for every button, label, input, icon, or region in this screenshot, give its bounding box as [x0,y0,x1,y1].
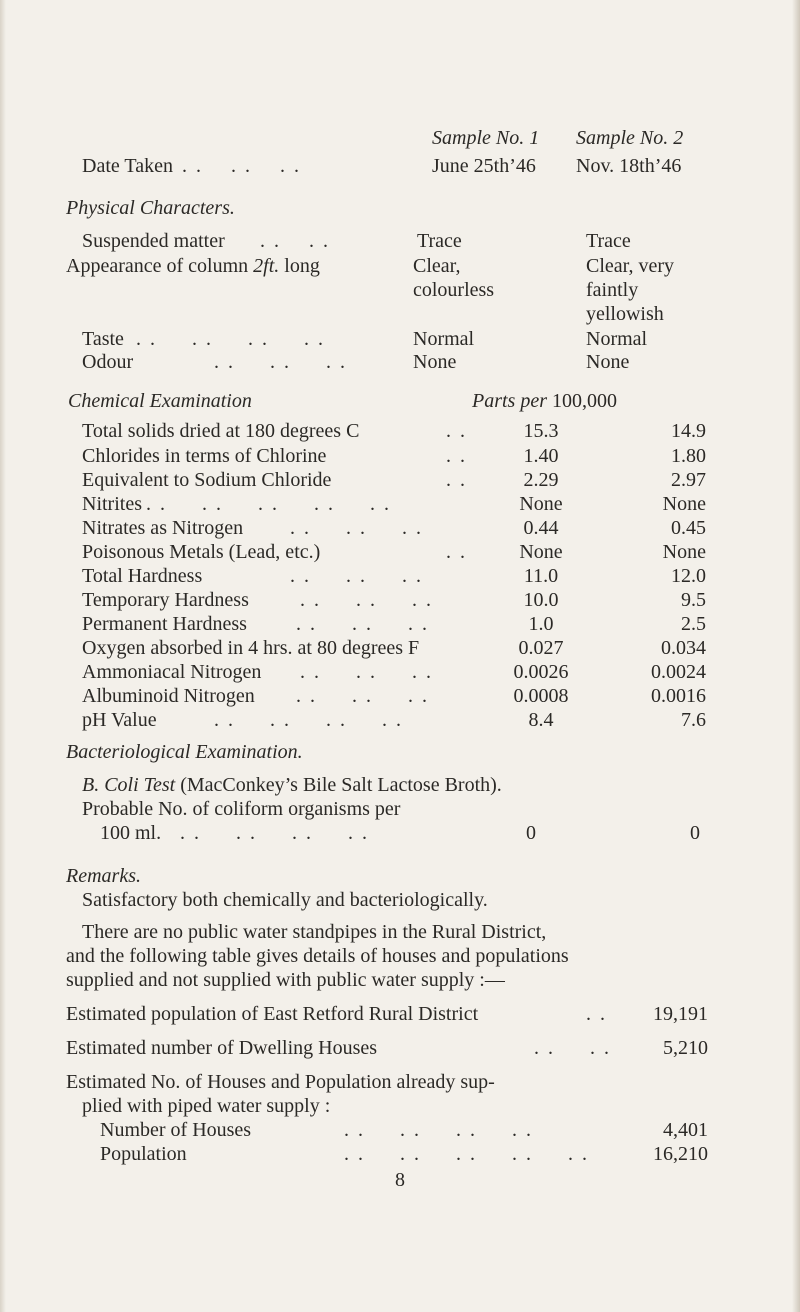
leader-dots: . . . . [260,230,330,252]
houses-value: 4,401 [663,1119,708,1141]
sample2-heading: Sample No. 2 [576,127,684,149]
chemical-row-label: Temporary Hardness [82,589,249,611]
physical-row-v1: Trace [417,230,462,252]
leader-dots: . . . . . . . . . . [344,1143,589,1165]
physical-row-v1: colourless [413,279,495,301]
piped-supply-line: Estimated No. of Houses and Population already sup- [66,1071,495,1093]
coliform-line: Probable No. of coliform organisms per [82,798,401,820]
chemical-row-label: Poisonous Metals (Lead, etc.) [82,541,321,563]
chemical-row-v1: 10.0 [523,589,559,611]
paragraph-line: and the following table gives details of houses and populations [66,945,569,967]
chemical-row-label: Total Hardness [82,565,203,587]
leader-dots: . . . . . . [182,155,301,177]
leader-dots: . . . . . . [214,351,347,373]
page-edge-left [0,0,6,1312]
chemical-row-v2: None [662,541,706,563]
leader-dots: . . . . . . [300,661,433,683]
chemical-row-label: pH Value [82,709,157,731]
leader-dots: . . . . . . . . [344,1119,533,1141]
leader-dots: . . [446,469,467,491]
paragraph-line: supplied and not supplied with public water supply :— [66,969,505,991]
leader-dots: . . . . . . . . [214,709,403,731]
leader-dots: . . . . . . [290,517,423,539]
chemical-row-v2: 12.0 [671,565,706,587]
coliform-unit: 100 ml. [100,822,162,844]
coli-test-line [82,773,502,797]
chemical-row-v2: 2.97 [671,469,706,491]
chemical-row-label: Ammoniacal Nitrogen [82,661,262,683]
chemical-row-label: Equivalent to Sodium Chloride [82,469,332,491]
chemical-row-v2: 7.6 [681,709,706,731]
dwelling-value: 5,210 [663,1037,708,1059]
leader-dots: . . [586,1003,607,1025]
chemical-row-v2: 2.5 [681,613,706,635]
physical-title: Physical Characters. [66,197,235,219]
chemical-row-v1: 2.29 [523,469,559,491]
chemical-row-v2: 0.0024 [651,661,706,683]
chemical-row-v1: 0.44 [523,517,559,539]
chemical-row-v2: 0.45 [671,517,706,539]
population-label: Population [100,1143,187,1165]
chemical-row-label: Oxygen absorbed in 4 hrs. at 80 degrees F [82,637,420,659]
leader-dots: . . [446,420,467,442]
dwelling-label: Estimated number of Dwelling Houses [66,1037,378,1059]
leader-dots: . . [446,541,467,563]
piped-supply-line: plied with piped water supply : [82,1095,331,1117]
coli-test-name: B. Coli Test [82,774,176,796]
physical-row-v2: Trace [586,230,631,252]
population-value: 16,210 [653,1143,708,1165]
chemical-row-v1: 0.027 [518,637,564,659]
physical-row-v1: Clear, [413,255,461,277]
chemical-row-label: Total solids dried at 180 degrees C [82,420,360,442]
chemical-row-v2: 1.80 [671,445,706,467]
physical-row-label: Appearance of column 2ft. long [66,255,320,277]
bacteriological-title: Bacteriological Examination. [66,741,303,763]
chemical-row-v1: 8.4 [528,709,554,731]
page-number: 8 [395,1169,405,1191]
physical-row-v1: Normal [413,328,475,350]
houses-label: Number of Houses [100,1119,252,1141]
leader-dots: . . . . [534,1037,611,1059]
chemical-row-label: Chlorides in terms of Chlorine [82,445,327,467]
paragraph-line: There are no public water standpipes in the Rural District, [82,921,547,943]
coliform-v1: 0 [526,822,536,844]
leader-dots: . . . . . . . . [136,328,325,350]
leader-dots: . . . . . . [296,613,429,635]
chemical-row-v1: 15.3 [523,420,559,442]
remarks-title: Remarks. [66,865,141,887]
chemical-row-label: Permanent Hardness [82,613,247,635]
leader-dots: . . . . . . [290,565,423,587]
coli-test-desc: (MacConkey’s Bile Salt Lactose Broth). [180,774,502,796]
leader-dots: . . . . . . . . [180,822,369,844]
chemical-title: Chemical Examination [68,390,252,412]
physical-row-label: Suspended matter [82,230,225,252]
page-edge-right [792,0,800,1312]
physical-row-label: Odour [82,351,134,373]
leader-dots: . . [446,445,467,467]
physical-row-v1: None [413,351,457,373]
leader-dots: . . . . . . . . . . [146,493,391,515]
chemical-row-label: Nitrates as Nitrogen [82,517,244,539]
physical-row-v2: yellowish [586,303,664,325]
leader-dots: . . . . . . [300,589,433,611]
physical-row-v2: Clear, very [586,255,675,277]
chemical-row-label: Albuminoid Nitrogen [82,685,255,707]
chemical-row-v2: 9.5 [681,589,706,611]
chemical-units: Parts per 100,000 [472,390,617,412]
population-value: 19,191 [653,1003,708,1025]
chemical-row-v1: 11.0 [523,565,559,587]
chemical-row-label: Nitrites [82,493,142,515]
chemical-row-v2: None [662,493,706,515]
physical-row-v2: Normal [586,328,648,350]
chemical-row-v1: 1.0 [528,613,554,635]
chemical-row-v1: None [519,541,563,563]
chemical-row-v2: 0.0016 [651,685,706,707]
chemical-row-v1: 0.0008 [513,685,569,707]
sample1-heading: Sample No. 1 [432,127,540,149]
chemical-row-v1: None [519,493,563,515]
chemical-row-v1: 1.40 [523,445,559,467]
physical-row-v2: None [586,351,630,373]
date2-value: Nov. 18th’46 [576,155,682,177]
date1-value: June 25th’46 [432,155,536,177]
leader-dots: . . . . . . [296,685,429,707]
chemical-row-v2: 0.034 [661,637,706,659]
chemical-row-v2: 14.9 [671,420,706,442]
physical-row-v2: faintly [586,279,639,301]
date-taken-label: Date Taken [82,155,173,177]
physical-row-label: Taste [82,328,124,350]
coliform-v2: 0 [690,822,700,844]
population-label: Estimated population of East Retford Rural District [66,1003,479,1025]
chemical-row-v1: 0.0026 [513,661,569,683]
remarks-text: Satisfactory both chemically and bacteriologically. [82,889,488,911]
